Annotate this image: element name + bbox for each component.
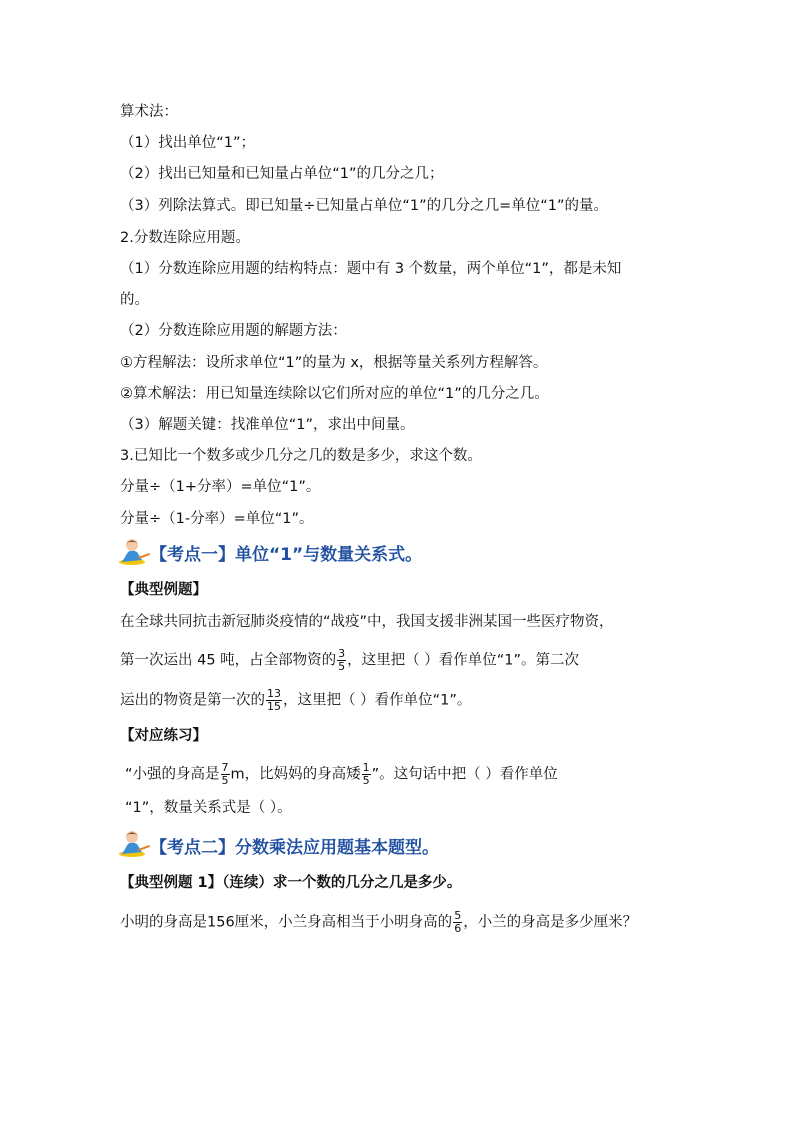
text-segment: ，这里把（ ）看作单位“1”。 [283,692,472,709]
example-label: 【典型例题 1】（连续）求一个数的几分之几是多少。 [120,875,462,891]
text-line [120,688,471,713]
section-heading: 【考点二】分数乘法应用题基本题型。 [150,838,439,858]
text-line: （3）解题关键：找准单位“1”，求出中间量。 [120,417,415,433]
practice-label: 【对应练习】 [120,728,207,744]
denominator: 5 [338,660,346,673]
text-segment: 小明的身高是156厘米，小兰身高相当于小明身高的 [120,914,453,931]
denominator: 6 [454,922,462,935]
numerator: 1 [362,761,370,774]
fraction [362,762,371,787]
text-segment: ，小兰的身高是多少厘米？ [463,914,638,931]
text-line: 2.分数连除应用题。 [120,230,250,246]
text-line: ②算术解法：用已知量连续除以它们所对应的单位“1”的几分之几。 [120,386,549,402]
text-line [120,648,579,673]
text-segment: “小强的身高是 [125,766,220,783]
text-segment: ”。这句话中把（ ）看作单位 [371,766,558,783]
text-line: （2）找出已知量和已知量占单位“1”的几分之几； [120,166,444,182]
fraction [266,688,282,713]
numerator: 3 [338,647,346,660]
text-segment: 第一次运出 45 吨，占全部物资的 [120,652,337,669]
text-line: ①方程解法：设所求单位“1”的量为 x，根据等量关系列方程解答。 [120,355,548,371]
fraction [221,762,230,787]
numerator: 5 [454,909,462,922]
denominator: 5 [221,774,229,787]
text-line: （1）找出单位“1”； [120,135,255,151]
text-line [125,762,558,787]
text-segment: m，比妈妈的身高矮 [230,766,361,783]
student-writing-icon [118,536,152,566]
denominator: 15 [267,700,281,713]
text-line: 算术法： [120,104,178,120]
section-heading: 【考点一】单位“1”与数量关系式。 [150,545,423,565]
text-segment: ，这里把（ ）看作单位“1”。第二次 [347,652,580,669]
text-line: “1”，数量关系式是（ ）。 [125,800,292,816]
denominator: 5 [362,774,370,787]
text-line: 在全球共同抗击新冠肺炎疫情的“战疫”中，我国支援非洲某国一些医疗物资， [120,614,614,630]
text-line: （1）分数连除应用题的结构特点：题中有 3 个数量，两个单位“1”，都是未知 [120,261,622,277]
text-line: （3）列除法算式。即已知量÷已知量占单位“1”的几分之几=单位“1”的量。 [120,198,609,214]
example-label: 【典型例题】 [120,582,207,598]
fraction [337,648,346,673]
numerator: 13 [267,687,281,700]
text-segment: 运出的物资是第一次的 [120,692,265,709]
text-line: 分量÷（1+分率）=单位“1”。 [120,479,321,495]
fraction [453,910,462,935]
text-line: 3.已知比一个数多或少几分之几的数是多少，求这个数。 [120,448,482,464]
student-writing-icon [118,828,152,858]
numerator: 7 [221,761,229,774]
text-line [120,910,637,935]
text-line: （2）分数连除应用题的解题方法： [120,323,347,339]
text-line: 分量÷（1-分率）=单位“1”。 [120,511,314,527]
text-line: 的。 [120,292,149,308]
